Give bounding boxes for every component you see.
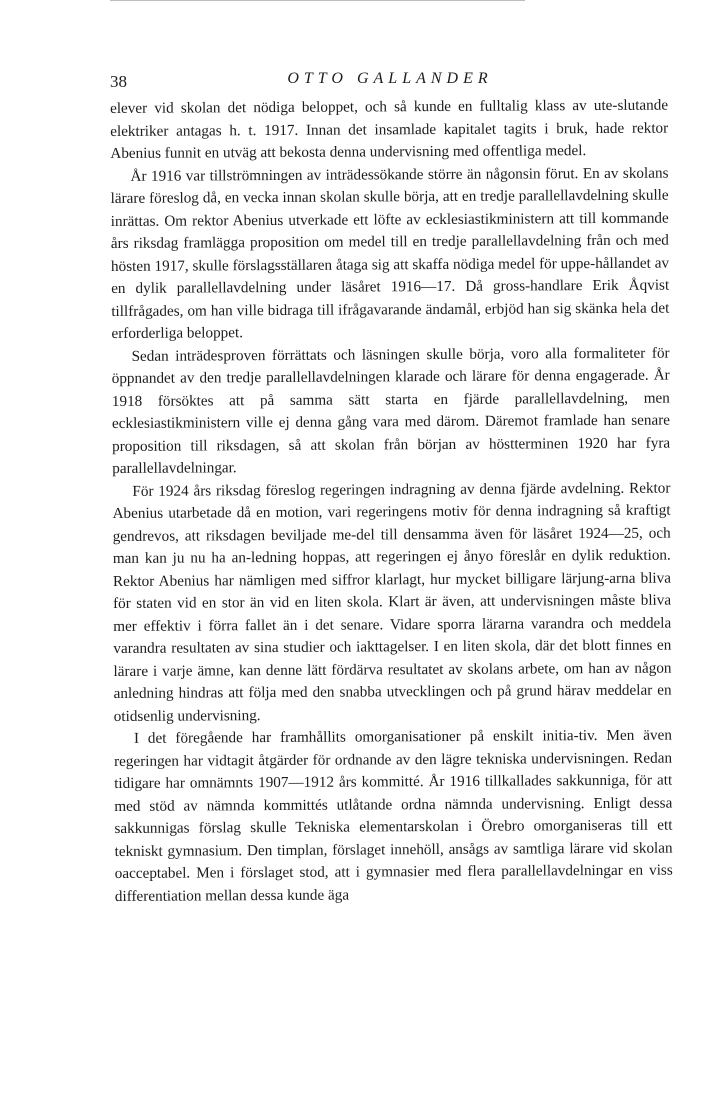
paragraph-5: I det föregående har framhållits omorganisationer på enskilt initia-tiv. Men även regeringen har vidtagit åtgärder för ordnande av den lägre tekniska undervisningen. Redan tidigare har omnämnts 1907—1912 års kommitté. År 1916 tillkallades sakkunniga, för att med stöd av nämnda kommittés utlåtande ordna nämnda undervisning. Enligt dessa sakkunnigas förslag skulle Tekniska elementarskolan i Örebro omorganiseras till ett tekniskt gymnasium. Den timplan, förslaget innehöll, ansågs av samtliga lärare vid skolan oacceptabel. Men i förslaget stod, att i gymnasier med flera parallellavdelningar en viss differentiation mellan dessa kunde äga	[113, 726, 673, 905]
body-text	[110, 95, 673, 908]
paragraph-1: elever vid skolan det nödiga beloppet, och så kunde en fulltalig klass av ute-slutande elektriker antagas h. t. 1917. Innan det insamlade kapitalet tagits i bruk, hade rektor Abenius funnit en utväg att bekosta denna undervisning med offentliga medel.	[110, 96, 669, 162]
running-head: OTTO GALLANDER	[287, 70, 493, 87]
page-header	[110, 70, 670, 94]
scan-top-edge	[110, 0, 525, 1]
page-number: 38	[110, 72, 127, 91]
paragraph-3: Sedan inträdesproven förrättats och läsningen skulle börja, voro alla formaliteter för öppnandet av den tredje parallellavdelningen klarade och lärare för denna engagerade. År 1918 försöktes att på samma sätt starta en fjärde parallellavdelning, men ecklesiastikministern ville ej denna gång vara med därom. Däremot framlade han senare proposition till riksdagen, så att skolan från början av höstterminen 1920 har fyra parallellavdelningar.	[111, 344, 671, 477]
paragraph-4: För 1924 års riksdag föreslog regeringen indragning av denna fjärde avdelning. Rektor Abenius utarbetade då en motion, vari regeringens motiv för denna indragning så kraftigt gendrevos, att riksdagen beviljade me-del till densamma även för läsåret 1924—25, och man kan ju nu ha an-ledning hoppas, att regeringen ej ånyo föreslår en dylik reduktion. Rektor Abenius har nämligen med siffror klarlagt, hur mycket billigare lärjung-arna bliva för staten vid en stor än vid en liten skola. Klart är även, att undervisningen måste bliva mer effektiv i förra fallet än i det senare. Vidare sporra lärarna varandra och meddela varandra resultaten av sina studier och iakttagelser. I en liten skola, där det blott finnes en lärare i varje ämne, kan denne lätt fördärva resultatet av skolans arbete, om han av någon anledning hindras att följa med den snabba utvecklingen och på grund härav meddelar en otidsenlig undervisning.	[112, 479, 672, 725]
paragraph-2: År 1916 var tillströmningen av inträdessökande större än någonsin förut. En av skolans lärare föreslog då, en vecka innan skolan skulle börja, att en tredje parallellavdelning skulle inrättas. Om rektor Abenius utverkade ett löfte av ecklesiastikministern att till kommande års riksdag framlägga proposition om medel till en tredje parallellavdelning från och med hösten 1917, skulle förslagsställaren åtaga sig att skaffa nödiga medel för uppe-hållandet av en dylik parallellavdelning under läsåret 1916—17. Då gross-handlare Erik Åqvist tillfrågades, om han ville bidraga till ifrågavarande ändamål, erbjöd han sig skänka hela det erforderliga beloppet.	[110, 164, 670, 342]
